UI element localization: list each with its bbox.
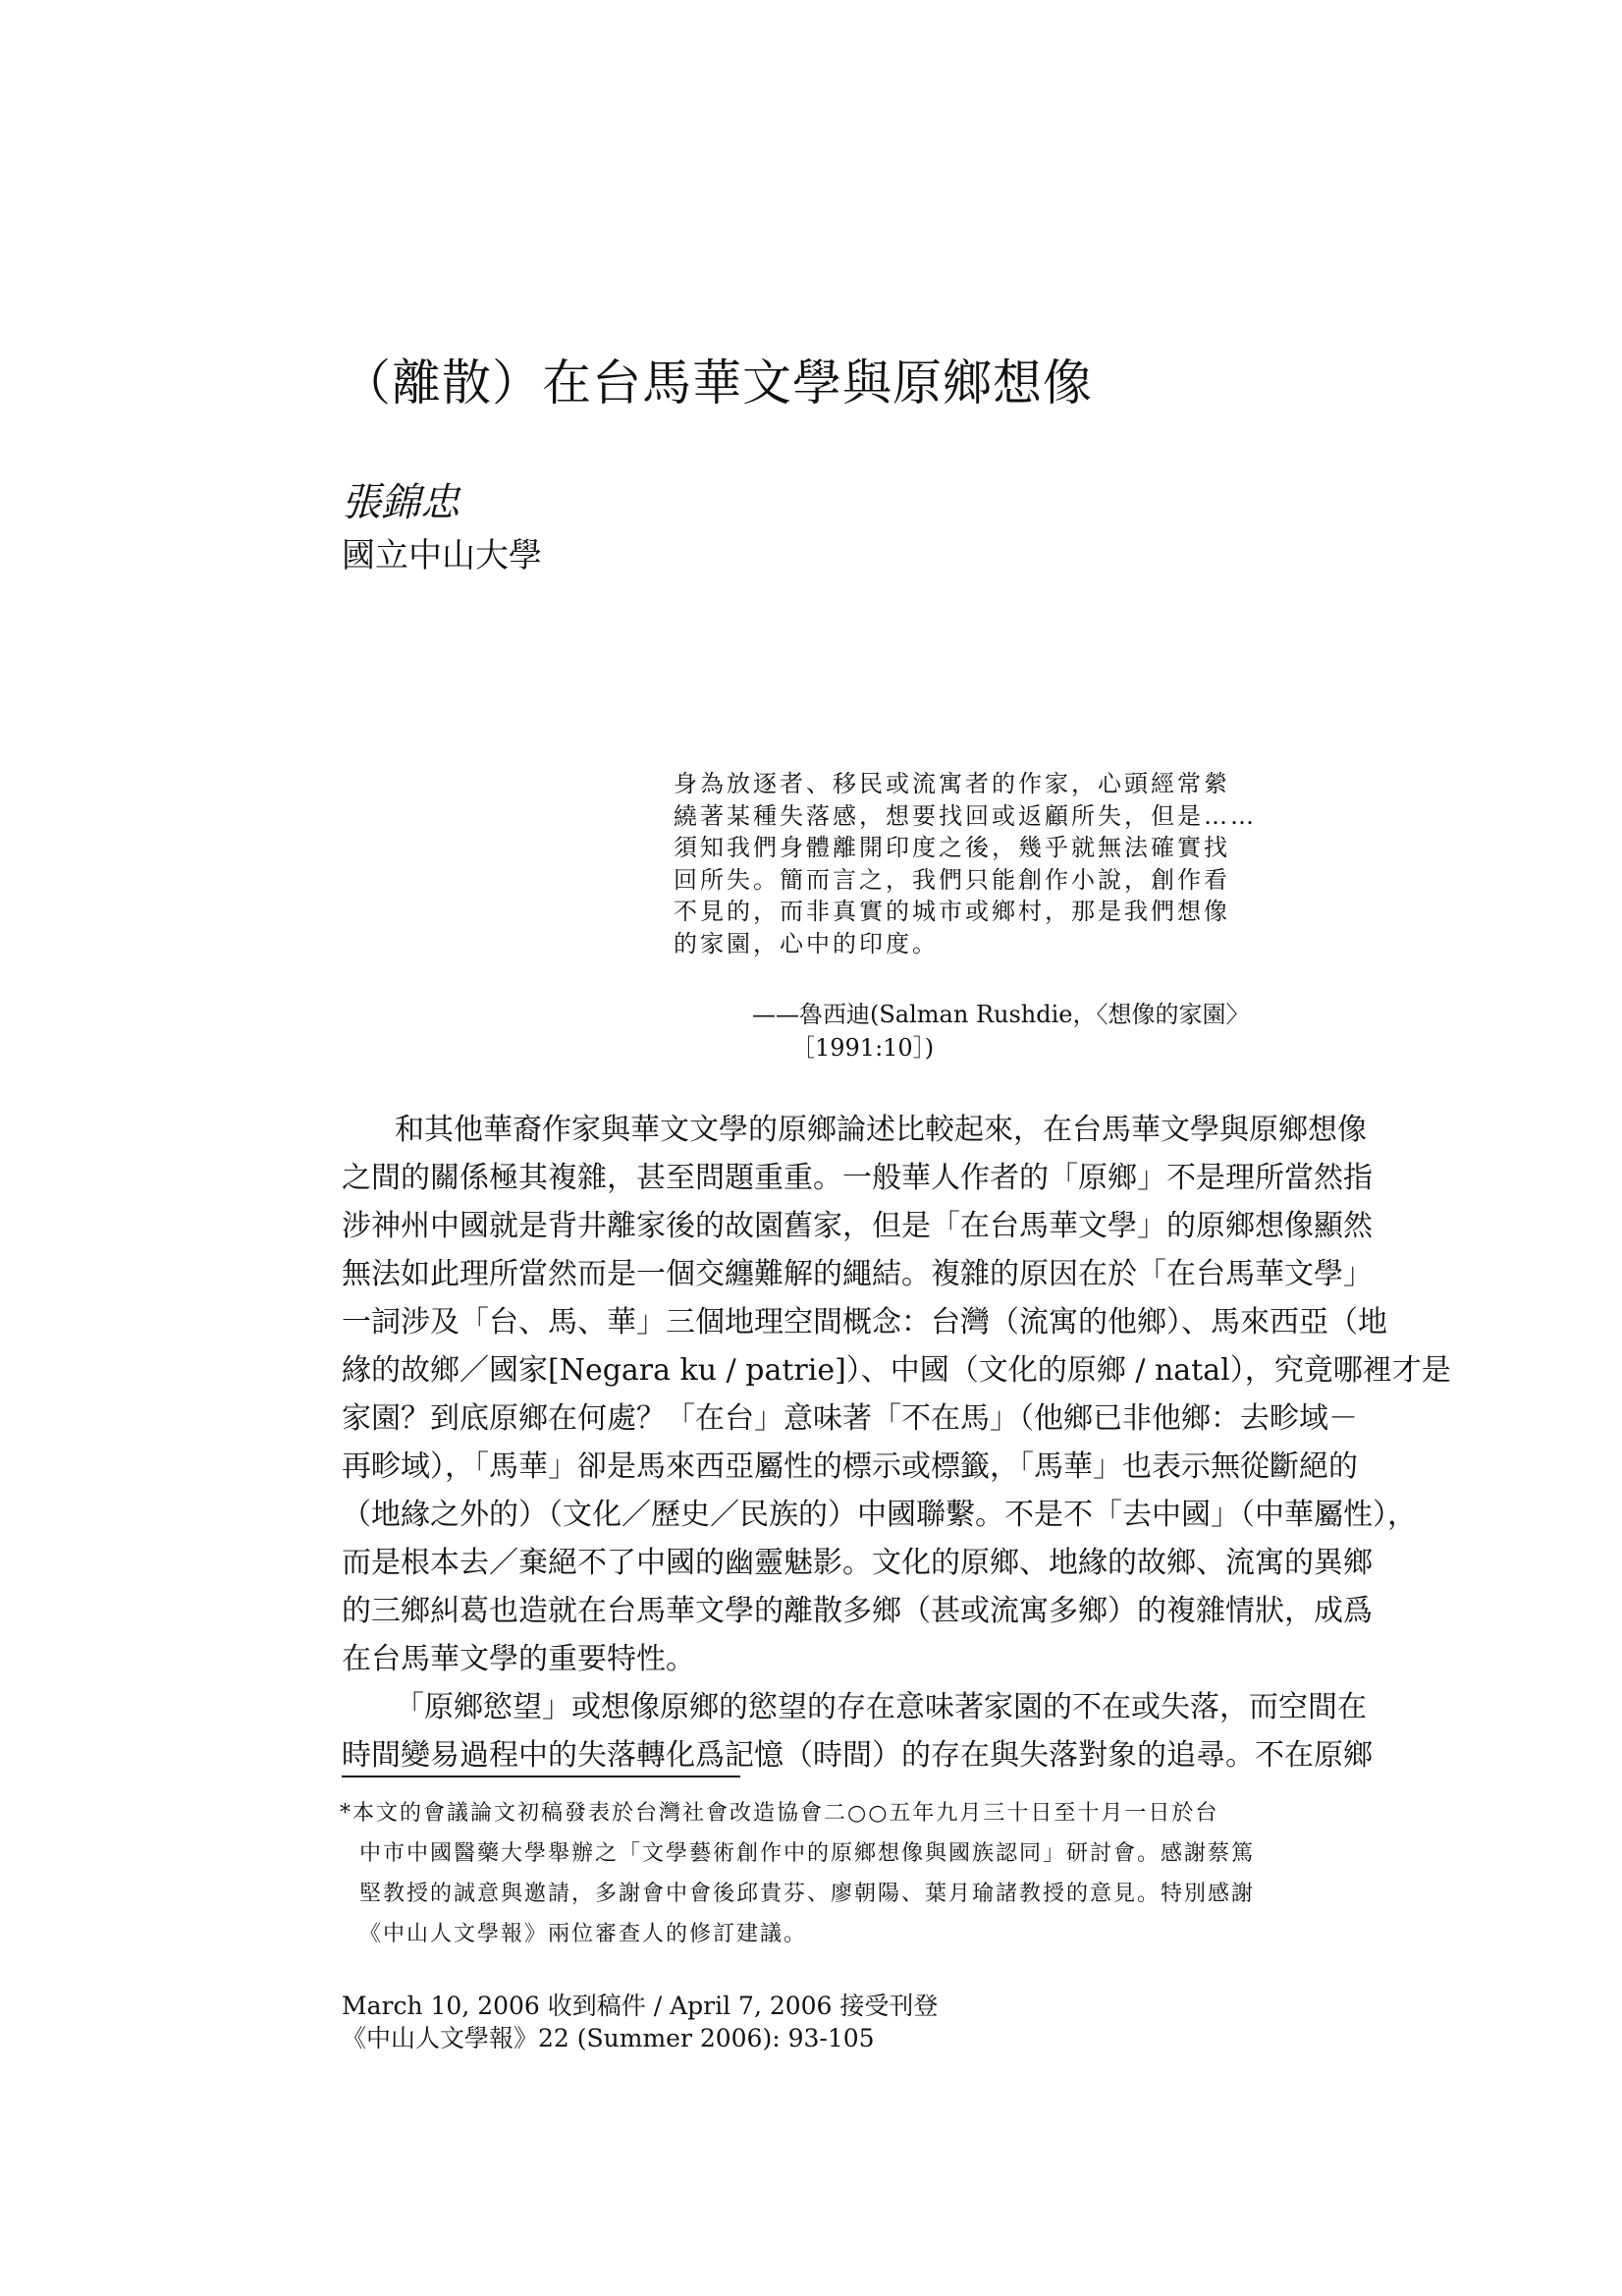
epigraph-line: 的家園，心中的印度。 [674,929,939,957]
attribution-line: ［1991:10］) [791,1034,935,1062]
author-affiliation: 國立中山大學 [342,536,542,575]
epigraph-attribution [752,998,1249,1065]
paper-title: （離散）在台馬華文學與原鄉想像 [342,355,1093,411]
publication-info [342,1990,938,2054]
received-accepted-dates: March 10, 2006 收到稿件 / April 7, 2006 接受刊登 [342,1992,939,2020]
body-line: 「原鄉慾望」或想像原鄉的慾望的存在意味著家園的不在或失落，而空間在 [395,1690,1367,1724]
epigraph-line: 繞著某種失落感，想要找回或返顧所失，但是…… [674,801,1257,830]
body-line: 和其他華裔作家與華文文學的原鄉論述比較起來，在台馬華文學與原鄉想像 [395,1113,1367,1147]
author-name: 張錦忠 [342,480,460,525]
body-line: 而是根本去／棄絕不了中國的幽靈魅影。文化的原鄉、地緣的故鄉、流寓的異鄉 [342,1546,1373,1580]
body-text [342,1106,1451,1779]
footnote [340,1793,1312,1954]
epigraph-line: 身為放逐者、移民或流寓者的作家，心頭經常縈 [674,770,1230,797]
footnote-line: 中市中國醫藥大學舉辦之「文學藝術創作中的原鄉想像與國族認同」研討會。感謝蔡篤 [359,1841,1256,1866]
body-line: 時間變易過程中的失落轉化爲記憶（時間）的存在與失落對象的追尋。不在原鄉 [342,1738,1373,1773]
body-line: 在台馬華文學的重要特性。 [342,1642,695,1676]
body-line: 緣的故鄉／國家[Negara ku / patrie]）、中國（文化的原鄉 / natal），究竟哪裡才是 [342,1353,1451,1388]
attribution-line: ——魯西迪(Salman Rushdie，〈想像的家園〉 [752,1001,1250,1028]
footnote-divider [342,1776,740,1777]
footnote-line: 堅教授的誠意與邀請，多謝會中會後邱貴芬、廖朝陽、葉月瑜諸教授的意見。特別感謝 [359,1882,1256,1906]
body-line: 無法如此理所當然而是一個交纏難解的繩結。複雜的原因在於「在台馬華文學」 [342,1257,1373,1291]
epigraph-line: 回所失。簡而言之，我們只能創作小說，創作看 [674,865,1230,894]
body-line: 再畛域），「馬華」卻是馬來西亞屬性的標示或標籤，「馬華」也表示無從斷絕的 [342,1449,1358,1484]
body-line: 之間的關係極其複雜，甚至問題重重。一般華人作者的「原鄉」不是理所當然指 [342,1161,1373,1195]
body-line: 一詞涉及「台、馬、華」三個地理空間概念：台灣（流寓的他鄉）、馬來西亞（地 [342,1305,1387,1339]
body-line: 家園？到底原鄉在何處？「在台」意味著「不在馬」（他鄉已非他鄉：去畛域－ [342,1401,1358,1436]
body-line: 的三鄉糾葛也造就在台馬華文學的離散多鄉（甚或流寓多鄉）的複雜情狀，成爲 [342,1594,1373,1628]
body-line: 涉神州中國就是背井離家後的故園舊家，但是「在台馬華文學」的原鄉想像顯然 [342,1209,1373,1243]
journal-citation: 《中山人文學報》22 (Summer 2006): 93-105 [342,2024,875,2052]
epigraph-line: 不見的，而非真實的城市或鄉村，那是我們想像 [674,898,1230,925]
body-line: （地緣之外的）（文化／歷史／民族的）中國聯繫。不是不「去中國」（中華屬性）， [342,1498,1417,1532]
footnote-line: *本文的會議論文初稿發表於台灣社會改造協會二○○五年九月三十日至十月一日於台 [340,1801,1219,1826]
epigraph [674,768,1272,959]
footnote-line: 《中山人文學報》兩位審查人的修訂建議。 [359,1922,808,1946]
epigraph-line: 須知我們身體離開印度之後，幾乎就無法確實找 [674,834,1230,861]
